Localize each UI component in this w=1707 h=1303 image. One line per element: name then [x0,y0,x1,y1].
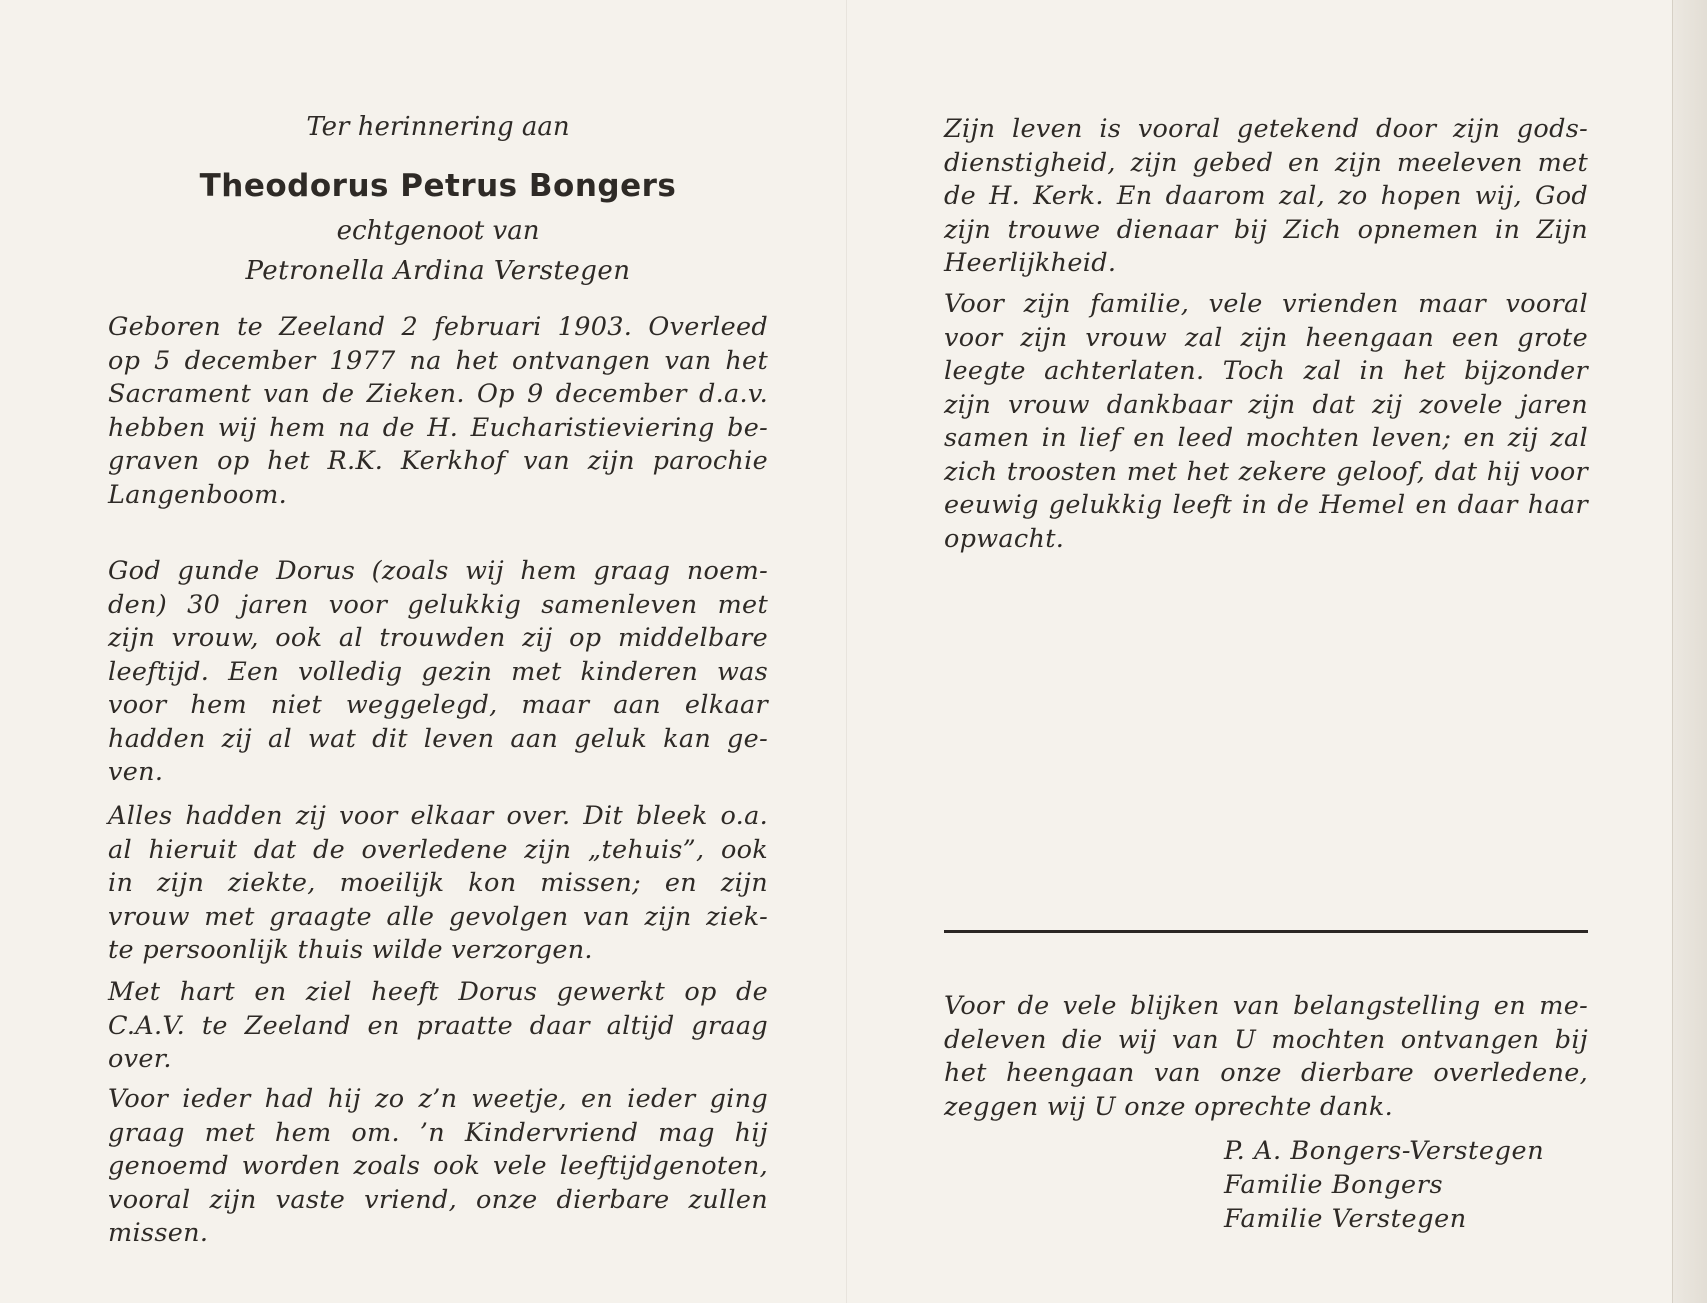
faith-paragraph [944,113,1588,281]
text-line: deleven die wij van U mochten ontvangen bij [944,1024,1588,1055]
text-line: zijn vrouw dankbaar zijn dat zij zovele jaren [944,389,1588,420]
text-line: Voor de vele blijken van belangstelling en me- [944,991,1588,1021]
card-fold [846,0,848,1303]
signer-name: Familie Verstegen [1224,1204,1467,1234]
text-line: Voor ieder had hij zo z’n weetje, en ieder ging [108,1084,768,1114]
text-line: ven. [108,757,164,787]
text-line: de H. Kerk. En daarom zal, zo hopen wij, God [944,181,1588,211]
text-line: God gunde Dorus (zoals wij hem graag noem- [108,556,768,586]
text-line: over. [108,1044,172,1074]
text-line: het heengaan van onze dierbare overledene, [944,1058,1588,1088]
signer-name: P. A. Bongers-Verstegen [1224,1136,1545,1166]
text-line: voor zijn vrouw zal zijn heengaan een grote [944,322,1588,353]
text-line: voor hem niet weggelegd, maar aan elkaar [108,690,768,720]
intro-text: Ter herinnering aan [306,112,570,142]
family-paragraph [944,288,1588,556]
text-line: Sacrament van de Zieken. Op 9 december d.a.v. [108,379,768,409]
text-line: opwacht. [944,523,1065,554]
text-line: zijn vrouw, ook al trouwden zij op middelbare [108,623,768,653]
text-line: den) 30 jaren voor gelukkig samenleven met [108,589,768,620]
text-line: in zijn ziekte, moeilijk kon missen; en zijn [108,868,768,898]
friend-paragraph [108,1083,768,1251]
text-line: missen. [108,1218,209,1248]
text-line: C.A.V. te Zeeland en praatte daar altijd graag [108,1010,768,1041]
text-line: graag met hem om. ’n Kindervriend mag hij [108,1117,768,1148]
card-edge [1672,0,1707,1303]
marriage-paragraph [108,555,768,790]
thanks-paragraph [944,990,1588,1124]
spouse-label: echtgenoot van [336,216,540,246]
birth-death-paragraph [108,311,768,512]
text-line: samen in lief en leed mochten leven; en zij zal [944,423,1588,453]
text-line: leegte achterlaten. Toch zal in het bijzonder [944,356,1588,386]
text-line: zijn trouwe dienaar bij Zich opnemen in Zijn [944,214,1588,245]
signers-block [1224,1134,1584,1236]
text-line: dienstigheid, zijn gebed en zijn meeleven met [944,147,1588,178]
text-line: Zijn leven is vooral getekend door zijn gods- [944,114,1588,144]
divider-line [944,930,1588,933]
text-line: te persoonlijk thuis wilde verzorgen. [108,935,593,965]
text-line: zich troosten met het zekere geloof, dat hij voor [944,456,1588,487]
text-line: Voor zijn familie, vele vrienden maar vooral [944,289,1588,319]
text-line: genoemd worden zoals ook vele leeftijdgenoten, [108,1151,768,1181]
text-line: Langenboom. [108,479,288,510]
text-line: hebben wij hem na de H. Eucharistieviering be- [108,412,768,443]
text-line: Met hart en ziel heeft Dorus gewerkt op de [108,977,768,1007]
deceased-name: Theodorus Petrus Bongers [199,168,677,204]
text-line: hadden zij al wat dit leven aan geluk kan ge- [108,723,768,754]
text-line: zeggen wij U onze oprechte dank. [944,1091,1394,1122]
text-line: eeuwig gelukkig leeft in de Hemel en daar haar [944,490,1588,520]
signer-name: Familie Bongers [1224,1170,1444,1200]
spouse-name: Petronella Ardina Verstegen [245,256,631,286]
illness-paragraph [108,800,768,968]
text-line: vrouw met graagte alle gevolgen van zijn ziek- [108,901,768,932]
text-line: vooral zijn vaste vriend, onze dierbare zullen [108,1184,768,1215]
text-line: Geboren te Zeeland 2 februari 1903. Overleed [108,312,768,342]
text-line: Heerlijkheid. [944,248,1117,278]
text-line: leeftijd. Een volledig gezin met kinderen was [108,656,768,687]
text-line: op 5 december 1977 na het ontvangen van het [108,345,768,376]
work-paragraph [108,976,768,1077]
text-line: al hieruit dat de overledene zijn „tehuis”, ook [108,834,768,865]
text-line: Alles hadden zij voor elkaar over. Dit bleek o.a. [108,801,768,831]
text-line: graven op het R.K. Kerkhof van zijn parochie [108,446,768,476]
